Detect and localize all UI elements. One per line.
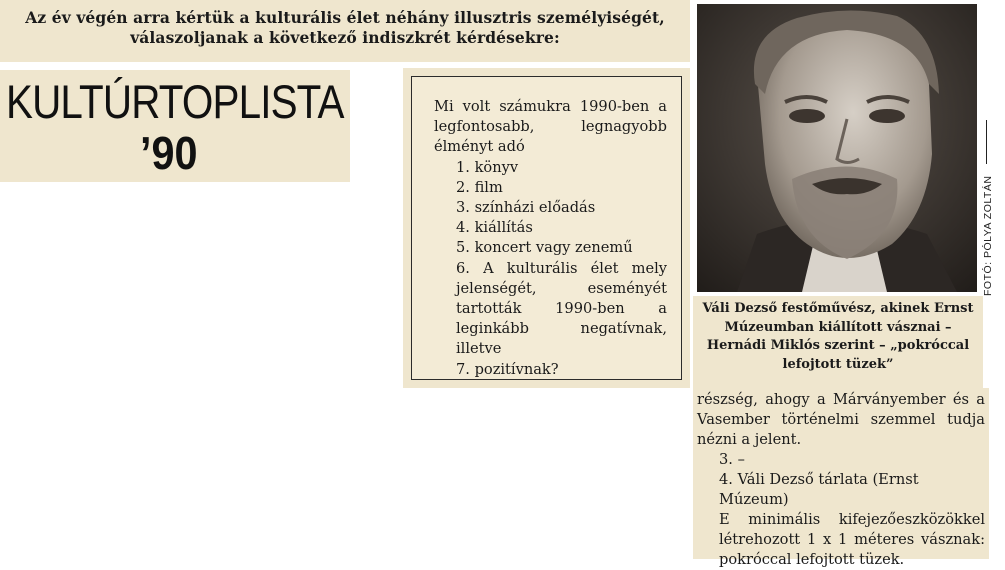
intro-text: [0, 0, 690, 62]
headline-title: KULTÚRTOPLISTA: [6, 75, 344, 128]
article-text: [693, 388, 989, 568]
credit-rule: [986, 120, 987, 164]
portrait-photo: [697, 4, 977, 292]
article-paragraph: E minimális kifejezőeszközökkel létrehozott 1 x 1 méteres vásznak: pokróccal lefojtott tüzek.: [719, 511, 985, 568]
questionnaire-panel: [403, 68, 690, 388]
question-item: 5. koncert vagy zenemű: [456, 239, 633, 257]
question-item: 1. könyv: [456, 158, 519, 176]
questionnaire-box: [411, 76, 682, 380]
intro-line-1: Az év végén arra kértük a kulturális élet néhány illusztris személyiségét,: [25, 8, 665, 27]
headline-year: ’90: [140, 127, 198, 179]
photo-credit-text: FOTÓ: PÓLYA ZOLTÁN: [982, 175, 994, 296]
article-paragraph: 3. –: [719, 451, 745, 468]
photo-credit: [978, 120, 1002, 300]
questionnaire-intro: Mi volt számukra 1990-ben a legfontosabb, legnagyobb élményt adó: [434, 98, 667, 156]
question-item: 6. A kulturális élet mely jelenségét, eseményét tartották 1990-ben a leginkább negatívnak, illetve: [456, 259, 667, 358]
article-paragraph: részség, ahogy a Márványember és a Vasember történelmi szemmel tudja nézni a jelent.: [697, 391, 985, 448]
question-item: 2. film: [456, 178, 503, 196]
portrait-image: [697, 4, 977, 292]
intro-line-2: válaszoljanak a következő indiszkrét kérdésekre:: [130, 28, 560, 47]
photo-caption: Váli Dezső festőművész, akinek Ernst Múzeumban kiállított vásznai – Hernádi Miklós szerint – „pokróccal lefojtott tüzek”: [693, 296, 983, 388]
article-paragraph: 4. Váli Dezső tárlata (Ernst Múzeum): [719, 471, 919, 508]
headline-box: [0, 70, 350, 182]
question-item: 4. kiállítás: [456, 219, 533, 237]
question-item: 3. színházi előadás: [456, 199, 596, 217]
question-item: 7. pozitívnak?: [456, 360, 559, 378]
